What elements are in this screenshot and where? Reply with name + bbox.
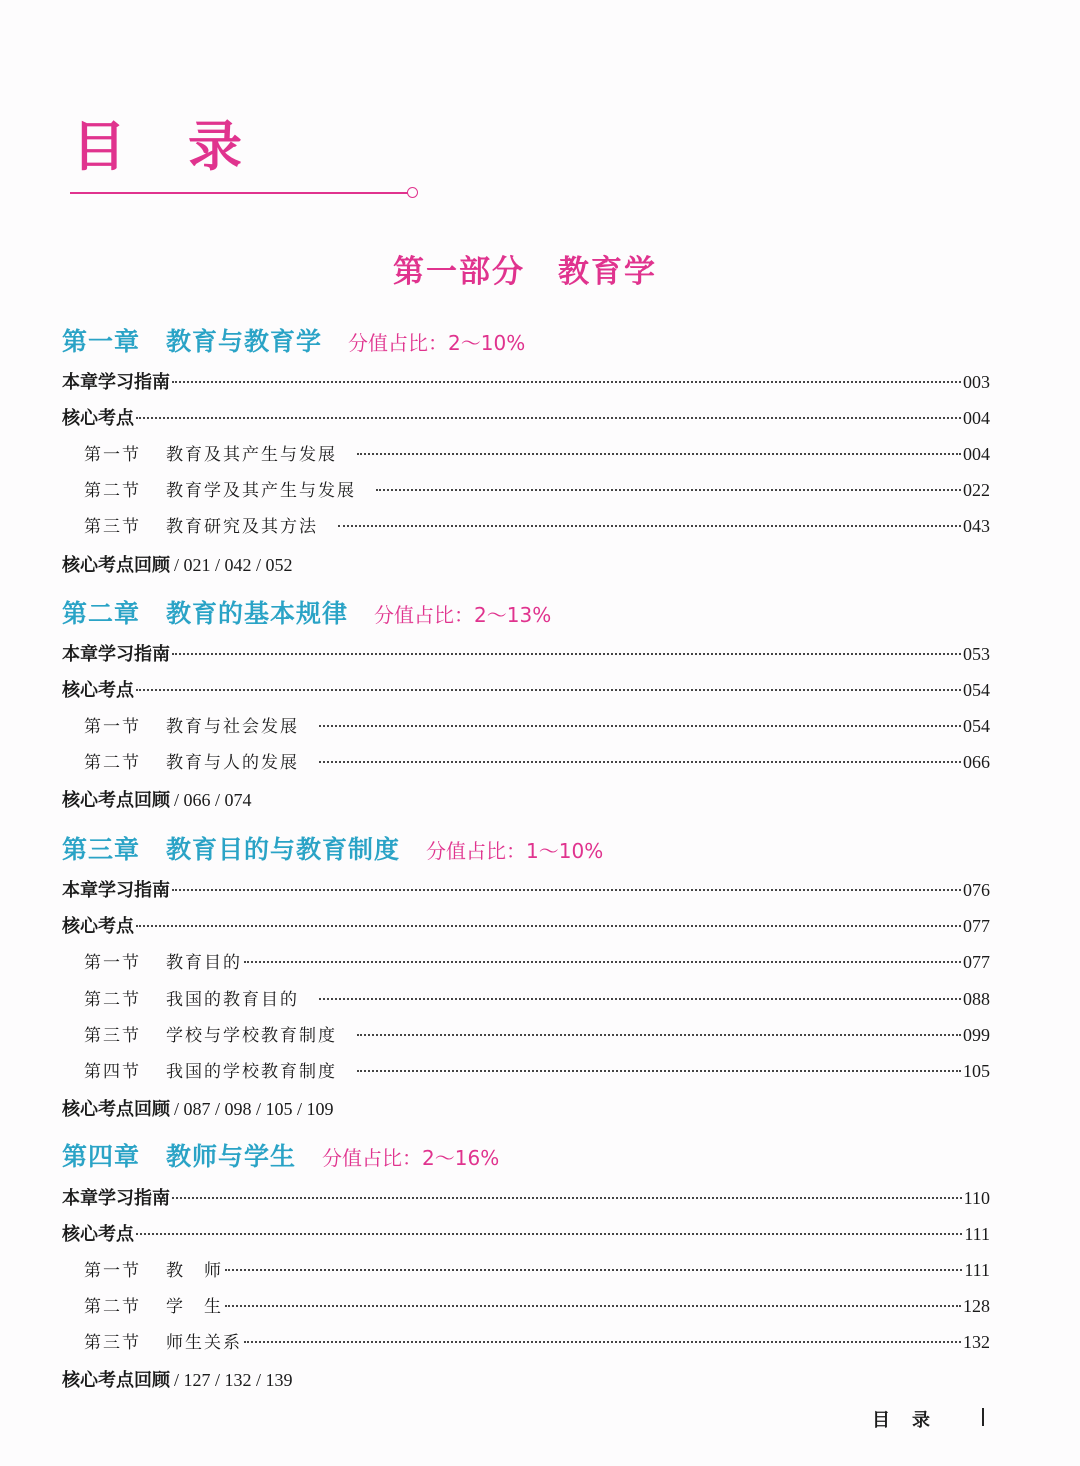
dot-leader	[136, 417, 961, 419]
chapter-name: 教育目的与教育制度	[166, 835, 401, 864]
review-label: 核心考点回顾	[62, 1370, 170, 1391]
entry-page: 066	[963, 752, 990, 772]
section-title: 教育与社会发展	[166, 717, 299, 737]
review-pages: / 087 / 098 / 105 / 109	[174, 1099, 334, 1119]
section-number: 第二节	[84, 753, 141, 773]
entry-page: 053	[963, 644, 990, 664]
review-pages: / 066 / 074	[174, 790, 252, 810]
review-label: 核心考点回顾	[62, 1099, 170, 1120]
entry-page: 132	[963, 1332, 990, 1352]
section-number: 第四节	[84, 1062, 141, 1082]
dot-leader	[136, 1233, 962, 1235]
chapter-number: 第四章	[62, 1142, 141, 1171]
dot-leader	[172, 1197, 962, 1199]
dot-leader	[172, 381, 961, 383]
core-review-line	[62, 786, 252, 812]
review-pages: / 021 / 042 / 052	[174, 555, 293, 575]
dot-leader	[357, 1070, 961, 1072]
review-pages: / 127 / 132 / 139	[174, 1370, 293, 1390]
entry-label: 本章学习指南	[62, 372, 170, 393]
toc-entry-section[interactable]	[84, 1256, 990, 1282]
chapter-heading	[62, 1137, 499, 1177]
toc-entry-section[interactable]	[84, 1057, 990, 1083]
toc-entry-section[interactable]	[84, 748, 990, 774]
part-title: 第一部分 教育学	[393, 254, 657, 290]
chapter-score: 分值占比：2～13%	[374, 603, 552, 627]
chapter-name: 教育的基本规律	[166, 599, 349, 628]
dot-leader	[172, 889, 961, 891]
dot-leader	[357, 1034, 961, 1036]
toc-entry-section[interactable]	[84, 712, 990, 738]
section-title: 教育研究及其方法	[166, 517, 318, 537]
section-number: 第一节	[84, 953, 141, 973]
entry-page: 003	[963, 372, 990, 392]
section-title: 教育目的	[166, 953, 242, 973]
entry-page: 054	[963, 716, 990, 736]
dot-leader	[225, 1305, 961, 1307]
entry-page: 111	[964, 1260, 990, 1280]
entry-page: 004	[963, 444, 990, 464]
chapter-name: 教育与教育学	[166, 327, 323, 356]
title-underline	[70, 192, 410, 194]
entry-page: 088	[963, 989, 990, 1009]
entry-page: 076	[963, 880, 990, 900]
chapter-number: 第一章	[62, 327, 141, 356]
toc-entry-core[interactable]	[62, 912, 990, 938]
section-number: 第二节	[84, 1297, 141, 1317]
section-title: 我国的学校教育制度	[166, 1062, 337, 1082]
review-label: 核心考点回顾	[62, 790, 170, 811]
toc-entry-section[interactable]	[84, 476, 990, 502]
section-number: 第一节	[84, 1261, 141, 1281]
section-title: 教育与人的发展	[166, 753, 299, 773]
dot-leader	[319, 761, 961, 763]
toc-entry-section[interactable]	[84, 985, 990, 1011]
section-title: 学 生	[166, 1297, 223, 1317]
section-title: 师生关系	[166, 1333, 242, 1353]
dot-leader	[357, 453, 961, 455]
entry-label: 核心考点	[62, 408, 134, 429]
chapter-number: 第二章	[62, 599, 141, 628]
dot-leader	[338, 525, 961, 527]
section-title: 教育学及其产生与发展	[166, 481, 356, 501]
section-number: 第三节	[84, 1333, 141, 1353]
chapter-name: 教师与学生	[166, 1142, 297, 1171]
toc-entry-section[interactable]	[84, 1328, 990, 1354]
toc-title	[72, 104, 244, 181]
entry-label: 本章学习指南	[62, 1188, 170, 1209]
chapter-score: 分值占比：1～10%	[426, 839, 604, 863]
section-number: 第二节	[84, 481, 141, 501]
dot-leader	[225, 1269, 962, 1271]
entry-page: 110	[963, 1188, 990, 1208]
toc-entry-core[interactable]	[62, 1220, 990, 1246]
section-number: 第三节	[84, 1026, 141, 1046]
entry-page: 077	[963, 916, 990, 936]
toc-entry-guide[interactable]	[62, 1184, 990, 1210]
toc-entry-section[interactable]	[84, 440, 990, 466]
section-title: 我国的教育目的	[166, 990, 299, 1010]
entry-page: 105	[963, 1061, 990, 1081]
dot-leader	[244, 961, 961, 963]
entry-page: 128	[963, 1296, 990, 1316]
section-number: 第三节	[84, 517, 141, 537]
toc-entry-section[interactable]	[84, 1021, 990, 1047]
entry-page: 004	[963, 408, 990, 428]
section-number: 第二节	[84, 990, 141, 1010]
section-title: 学校与学校教育制度	[166, 1026, 337, 1046]
dot-leader	[136, 689, 961, 691]
chapter-score: 分值占比：2～10%	[348, 331, 526, 355]
entry-label: 核心考点	[62, 1224, 134, 1245]
review-label: 核心考点回顾	[62, 555, 170, 576]
toc-entry-section[interactable]	[84, 948, 990, 974]
entry-label: 本章学习指南	[62, 880, 170, 901]
toc-entry-core[interactable]	[62, 676, 990, 702]
section-title: 教育及其产生与发展	[166, 445, 337, 465]
core-review-line	[62, 1095, 334, 1121]
dot-leader	[172, 653, 961, 655]
dot-leader	[319, 998, 961, 1000]
section-number: 第一节	[84, 717, 141, 737]
dot-leader	[136, 925, 961, 927]
toc-entry-guide[interactable]	[62, 876, 990, 902]
core-review-line	[62, 1366, 293, 1392]
entry-label: 核心考点	[62, 916, 134, 937]
entry-page: 111	[964, 1224, 990, 1244]
chapter-heading	[62, 322, 525, 362]
dot-leader	[376, 489, 961, 491]
toc-entry-guide[interactable]	[62, 640, 990, 666]
toc-entry-section[interactable]	[84, 512, 990, 538]
entry-page: 022	[963, 480, 990, 500]
entry-page: 043	[963, 516, 990, 536]
footer-bar	[982, 1408, 984, 1426]
chapter-number: 第三章	[62, 835, 141, 864]
section-title: 教 师	[166, 1261, 223, 1281]
section-number: 第一节	[84, 445, 141, 465]
toc-entry-guide[interactable]	[62, 368, 990, 394]
toc-title-char-2: 录	[188, 114, 244, 178]
core-review-line	[62, 551, 293, 577]
chapter-score: 分值占比：2～16%	[322, 1146, 500, 1170]
dot-leader	[319, 725, 961, 727]
entry-label: 核心考点	[62, 680, 134, 701]
toc-entry-core[interactable]	[62, 404, 990, 430]
entry-page: 099	[963, 1025, 990, 1045]
chapter-heading	[62, 830, 603, 870]
toc-entry-section[interactable]	[84, 1292, 990, 1318]
entry-page: 054	[963, 680, 990, 700]
toc-title-char-1: 目	[72, 114, 128, 178]
title-underline-end-circle	[407, 187, 418, 198]
entry-label: 本章学习指南	[62, 644, 170, 665]
entry-page: 077	[963, 952, 990, 972]
chapter-heading	[62, 594, 551, 634]
page-footer-label: 目录	[872, 1410, 952, 1431]
dot-leader	[244, 1341, 961, 1343]
